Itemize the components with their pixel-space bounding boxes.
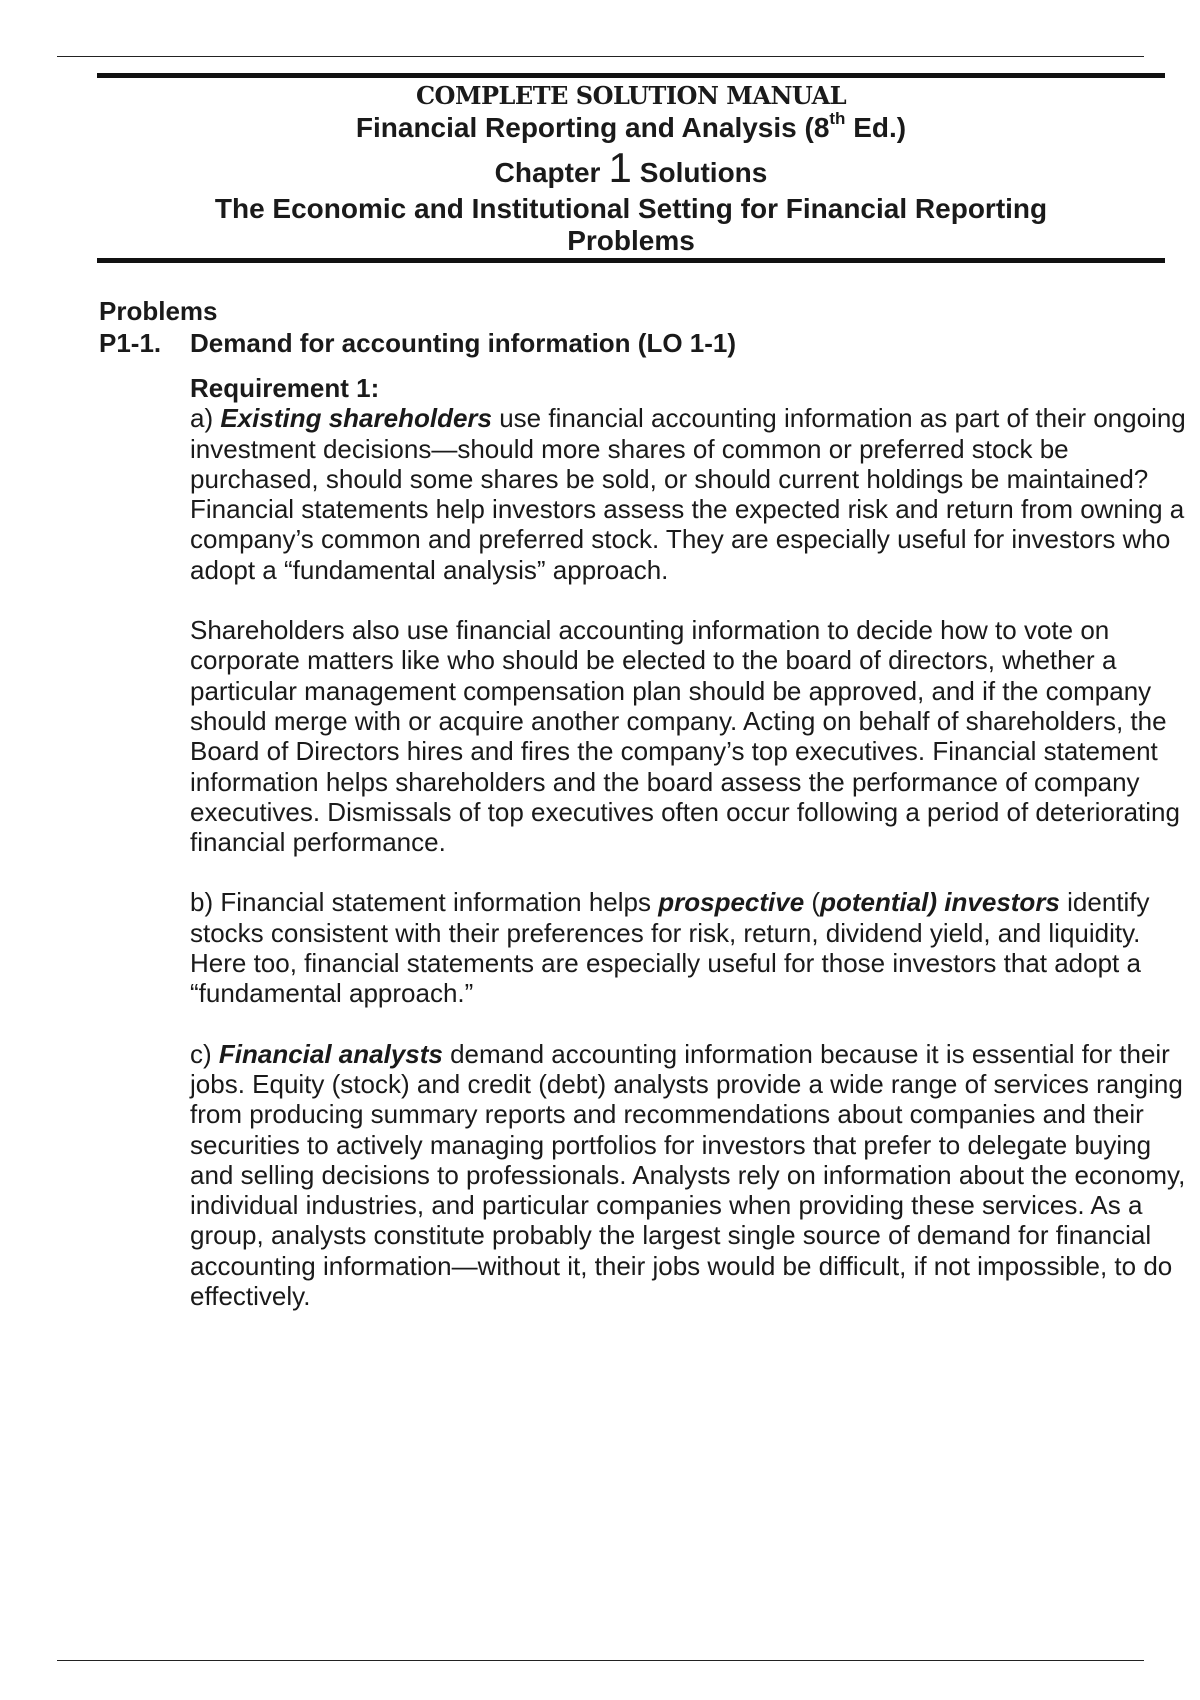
book-title-end: Ed.) (845, 112, 907, 143)
problem-title: Demand for accounting information (LO 1-1) (190, 328, 737, 358)
paragraph-c-emphasis: Financial analysts (218, 1038, 443, 1069)
problem-id: P1-1. (99, 328, 162, 358)
paragraph-c-prefix: c) (190, 1038, 219, 1069)
solutions-word: Solutions (639, 157, 768, 188)
chapter-title-line1: The Economic and Institutional Setting for Financial Reporting (214, 193, 1048, 224)
paragraph-b-emphasis-2: potential) investors (820, 887, 1060, 918)
paragraph-b-text: identify stocks consistent with their preferences for risk, return, dividend yield, and liquidity. Here too, financial statements are especially useful for those investors that adopt a “fundamental approach.” (190, 887, 1150, 1009)
chapter-number: 1 (608, 144, 632, 191)
paragraph-b (190, 887, 1190, 1008)
paragraph-c (190, 1039, 1190, 1312)
problems-heading: Problems (99, 296, 218, 326)
chapter-title-line2: Problems (567, 225, 695, 256)
chapter-word: Chapter (494, 157, 601, 188)
paragraph-b-prefix: b) Financial statement information helps (190, 887, 659, 918)
chapter-line (97, 145, 1165, 196)
problem-title-line (99, 327, 1169, 359)
chapter-title (97, 193, 1165, 257)
paragraph-a (190, 403, 1190, 585)
top-rule (57, 56, 1144, 57)
book-title (97, 108, 1165, 145)
document-body (99, 295, 1186, 1341)
paragraph-a-text: use financial accounting information as part of their ongoing investment decisions—should more shares of common or preferred stock be purchased, should some shares be sold, or should current holdings be maintained? Financial statements help investors assess the expected risk and return from owning a company’s common and preferred stock. They are especially useful for investors who adopt a “fundamental analysis” approach. (190, 403, 1186, 585)
paragraph-b-middle: ( (804, 887, 821, 918)
paragraph-a-emphasis: Existing shareholders (220, 403, 492, 434)
bottom-rule (57, 1660, 1144, 1661)
requirement-1 (190, 373, 1190, 1311)
book-title-main: Financial Reporting and Analysis (8 (355, 112, 830, 143)
paragraph-b-emphasis-1: prospective (658, 887, 805, 918)
paragraph-shareholders: Shareholders also use financial accounting information to decide how to vote on corporate matters like who should be elected to the board of directors, whether a particular management compensation plan should be approved, and if the company should merge with or acquire another company. Acting on behalf of shareholders, the Board of Directors hires and fires the company’s top executives. Financial statement information helps shareholders and the board assess the performance of company executives. Dismissals of top executives often occur following a period of deteriorating financial performance. (190, 615, 1180, 858)
paragraph-c-text: demand accounting information because it is essential for their jobs. Equity (stock) and credit (debt) analysts provide a wide range of services ranging from producing summary reports and recommendations about companies and their securities to actively managing portfolios for investors that prefer to delegate buying and selling decisions to professionals. Analysts rely on information about the economy, individual industries, and particular companies when providing these services. As a group, analysts constitute probably the largest single source of demand for financial accounting information—without it, their jobs would be difficult, if not impossible, to do effectively. (190, 1038, 1186, 1312)
edition-superscript: th (829, 108, 846, 128)
title-block (97, 73, 1165, 263)
paragraph-a-prefix: a) (190, 403, 221, 434)
manual-title: COMPLETE SOLUTION MANUAL (415, 81, 847, 110)
requirement-heading: Requirement 1: (190, 373, 380, 403)
